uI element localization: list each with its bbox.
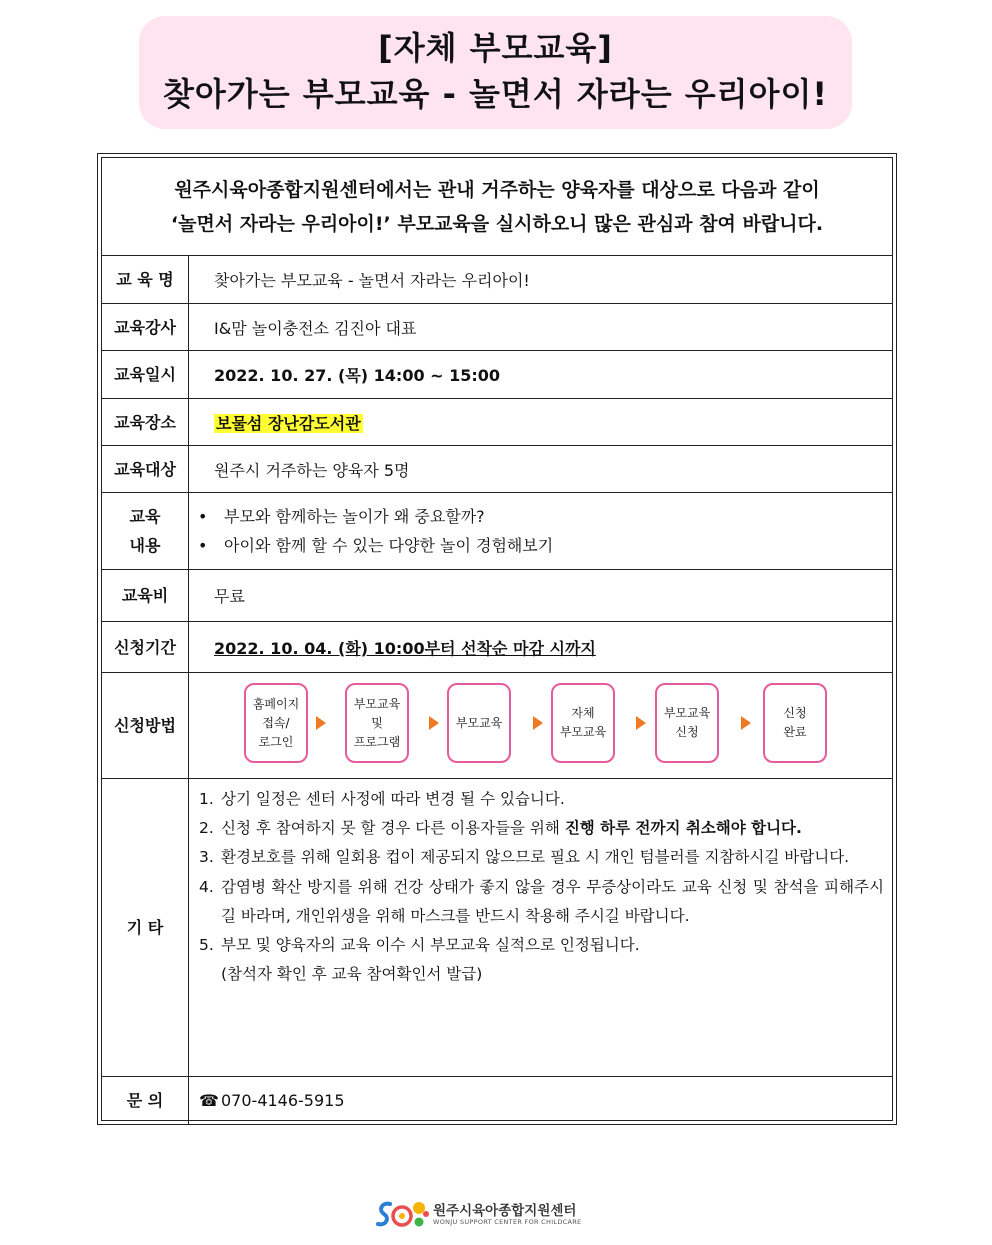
- list-item: 4. 감염병 확산 방지를 위해 건강 상태가 좋지 않을 경우 무증상이라도 교육 신청 및 참석을 피해주시길 바라며, 개인위생을 위해 마스크를 반드시 착용해 주시길 바랍니다.: [199, 877, 884, 925]
- bullet: •: [198, 507, 208, 526]
- row-content: [102, 493, 892, 570]
- row-label: 교육강사: [102, 304, 189, 350]
- target-value: 원주시 거주하는 양육자 5명: [214, 460, 410, 480]
- course-name-value: 찾아가는 부모교육 - 놀면서 자라는 우리아이!: [214, 271, 530, 290]
- content-label-line-1: 교육: [129, 507, 161, 526]
- arrow-right-icon: [533, 716, 543, 730]
- list-item: • 아이와 함께 할 수 있는 다양한 놀이 경험해보기: [214, 531, 892, 560]
- step-complete: 신청 완료: [763, 683, 827, 763]
- info-table: [101, 157, 893, 1121]
- footer-center-english: WONJU SUPPORT CENTER FOR CHILDCARE: [433, 1218, 582, 1226]
- arrow-right-icon: [741, 716, 751, 730]
- step-parent-education: 부모교육: [447, 683, 511, 763]
- center-logo-icon: [376, 1198, 430, 1230]
- row-etc: [102, 779, 892, 1077]
- row-label: 교육장소: [102, 399, 189, 445]
- list-item: 5. 부모 및 양육자의 교육 이수 시 부모교육 실적으로 인정됩니다.: [199, 936, 640, 955]
- row-label: 교육대상: [102, 446, 189, 492]
- step-own-parent-education: 자체 부모교육: [551, 683, 615, 763]
- intro-text: [102, 158, 892, 256]
- row-method: [102, 673, 892, 779]
- row-label: 교 육 명: [102, 256, 189, 303]
- list-item: 1. 상기 일정은 센터 사정에 따라 변경 될 수 있습니다.: [199, 790, 565, 808]
- title-line-1: [자체 부모교육]: [378, 28, 613, 67]
- list-item: 3. 환경보호를 위해 일회용 컵이 제공되지 않으므로 필요 시 개인 텀블러를 지참하시길 바랍니다.: [199, 848, 850, 867]
- title-banner: [139, 16, 852, 129]
- note-sub-text: (참석자 확인 후 교육 참여확인서 발급): [221, 965, 483, 984]
- content-label-line-2: 내용: [129, 536, 161, 555]
- place-value: 보물섬 장난감도서관: [216, 413, 361, 433]
- row-label: 기 타: [102, 779, 189, 1076]
- arrow-right-icon: [636, 716, 646, 730]
- row-instructor: [102, 304, 892, 351]
- arrow-right-icon: [316, 716, 326, 730]
- info-table-frame: [97, 153, 897, 1125]
- footer-center-name: 원주시육아종합지원센터: [433, 1203, 577, 1219]
- datetime-value: 2022. 10. 27. (목) 14:00 ~ 15:00: [214, 366, 501, 385]
- row-label: 교육일시: [102, 351, 189, 398]
- intro-line-1: 원주시육아종합지원센터에서는 관내 거주하는 양육자를 대상으로 다음과 같이: [174, 178, 820, 201]
- footer-logo: [376, 1196, 616, 1232]
- row-datetime: [102, 351, 892, 399]
- row-label: 교육비: [102, 570, 189, 621]
- bullet: •: [198, 536, 208, 555]
- content-list: [189, 493, 892, 569]
- row-label: [102, 493, 189, 569]
- row-course-name: [102, 256, 892, 304]
- title-line-2: 찾아가는 부모교육 - 놀면서 자라는 우리아이!: [163, 74, 828, 113]
- step-parent-program: 부모교육 및 프로그램: [345, 683, 409, 763]
- step-homepage-login: 홈페이지 접속/ 로그인: [244, 683, 308, 763]
- list-item: 2. 신청 후 참여하지 못 할 경우 다른 이용자들을 위해 진행 하루 전까지 취소해야 합니다.: [199, 819, 802, 838]
- contact-phone: 070-4146-5915: [221, 1091, 345, 1110]
- intro-line-2: ‘놀면서 자라는 우리아이!’ 부모교육을 실시하오니 많은 관심과 참여 바랍니다.: [170, 212, 824, 235]
- period-value: 2022. 10. 04. (화) 10:00부터 선착순 마감 시까지: [214, 638, 596, 658]
- row-period: [102, 622, 892, 673]
- row-label: 문 의: [102, 1077, 189, 1124]
- list-item: • 부모와 함께하는 놀이가 왜 중요할까?: [214, 502, 892, 531]
- instructor-value: I&맘 놀이충전소 김진아 대표: [214, 318, 417, 338]
- notes-list: [189, 779, 892, 1076]
- row-target: [102, 446, 892, 493]
- row-fee: [102, 570, 892, 622]
- application-steps: [189, 673, 892, 778]
- arrow-right-icon: [429, 716, 439, 730]
- row-label: 신청기간: [102, 622, 189, 672]
- fee-value: 무료: [214, 587, 245, 606]
- phone-icon: ☎: [199, 1091, 219, 1110]
- row-label: 신청방법: [102, 673, 189, 778]
- step-apply-education: 부모교육 신청: [655, 683, 719, 763]
- row-contact: [102, 1077, 892, 1124]
- row-place: [102, 399, 892, 446]
